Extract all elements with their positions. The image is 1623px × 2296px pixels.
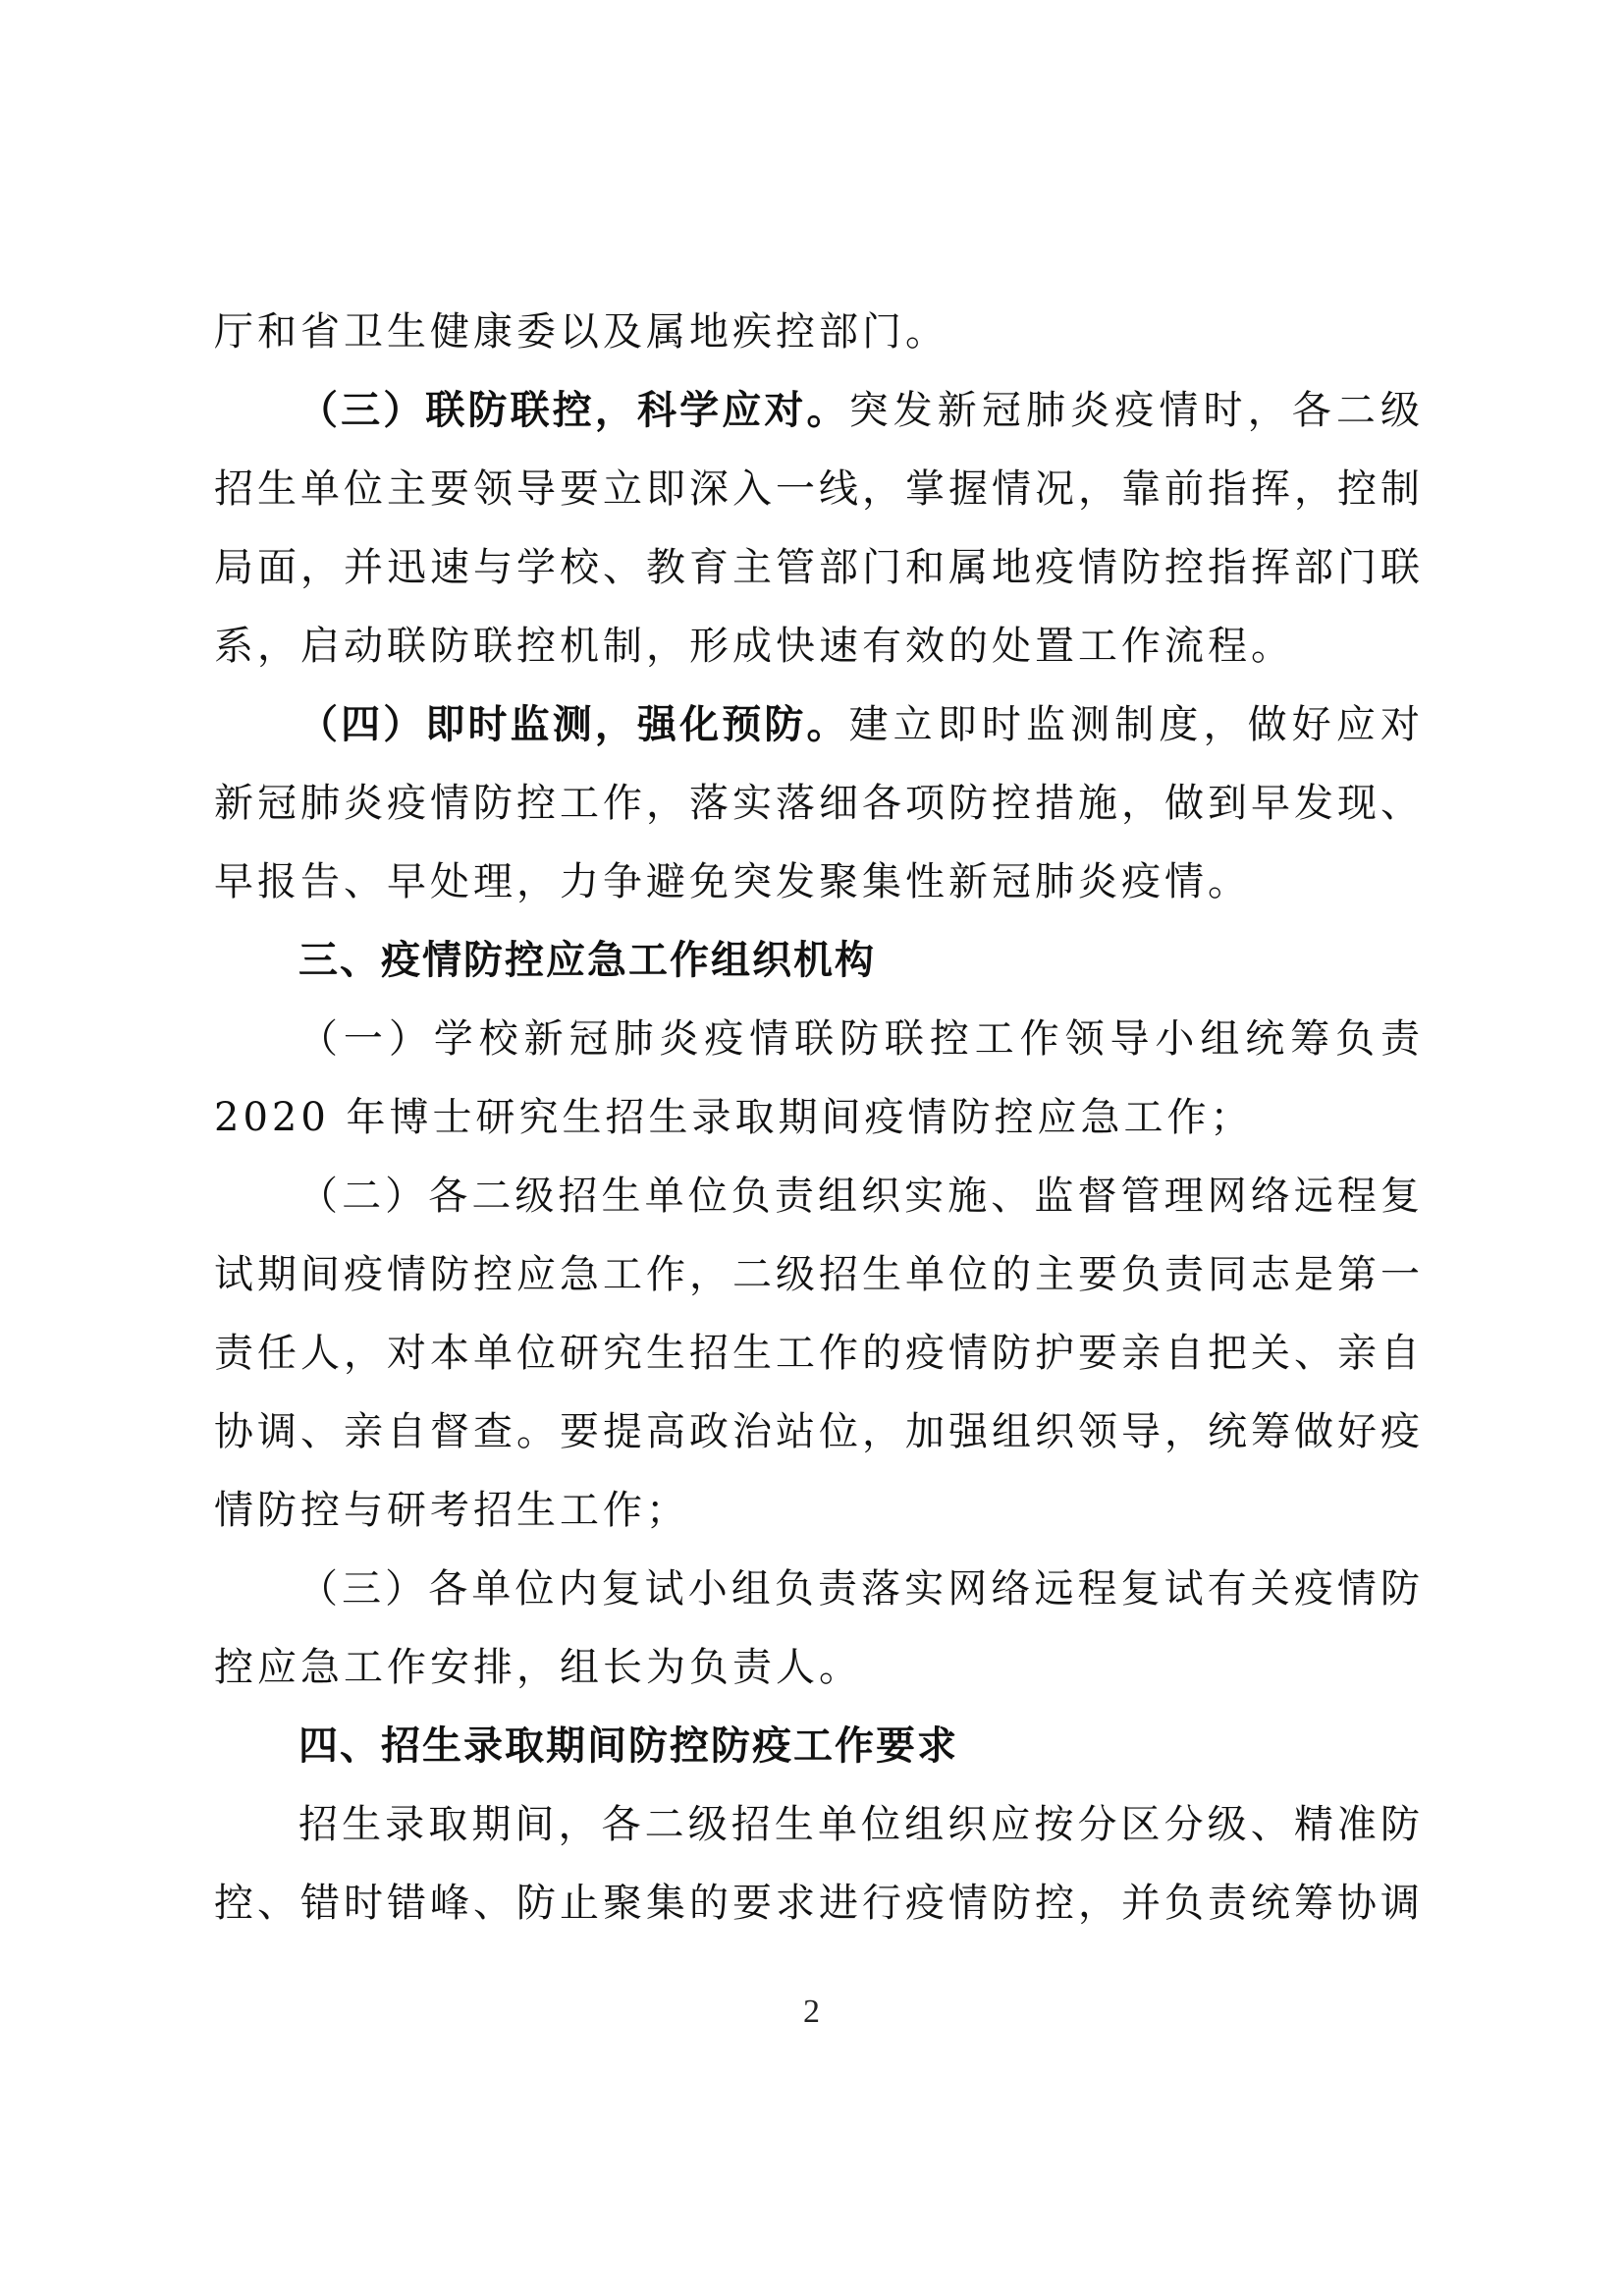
body-line: 招生录取期间，各二级招生单位组织应按分区分级、精准防 <box>298 1802 1424 1847</box>
paragraph-lead-line <box>214 371 1424 450</box>
body-line: 招生单位主要领导要立即深入一线，掌握情况，靠前指挥，控制 <box>214 466 1424 512</box>
body-line: 早报告、早处理，力争避免突发聚集性新冠肺炎疫情。 <box>214 859 1251 904</box>
bold-lead-phrase: （三）联防联控，科学应对。 <box>298 388 849 433</box>
body-text: 突发新冠肺炎疫情时，各二级 <box>848 388 1424 433</box>
paragraph-lead-line <box>214 685 1424 764</box>
body-line: 协调、亲自督查。要提高政治站位，加强组织领导，统筹做好疫 <box>214 1409 1424 1454</box>
body-line: 控、错时错峰、防止聚集的要求进行疫情防控，并负责统筹协调 <box>214 1881 1424 1926</box>
body-line: 新冠肺炎疫情防控工作，落实落细各项防控措施，做到早发现、 <box>214 781 1424 826</box>
body-line: 局面，并迅速与学校、教育主管部门和属地疫情防控指挥部门联 <box>214 545 1424 590</box>
body-line: 2020 年博士研究生招生录取期间疫情防控应急工作； <box>214 1095 1254 1140</box>
section-heading: 四、招生录取期间防控防疫工作要求 <box>298 1723 958 1769</box>
body-line: （一）学校新冠肺炎疫情联防联控工作领导小组统筹负责 <box>298 1016 1424 1062</box>
bold-lead-phrase: （四）即时监测，强化预防。 <box>298 702 849 747</box>
body-line: 控应急工作安排，组长为负责人。 <box>214 1645 862 1690</box>
section-heading: 三、疫情防控应急工作组织机构 <box>298 938 876 983</box>
body-line: 试期间疫情防控应急工作，二级招生单位的主要负责同志是第一 <box>214 1252 1424 1297</box>
document-body <box>214 293 1424 1942</box>
body-line: （三）各单位内复试小组负责落实网络远程复试有关疫情防 <box>298 1566 1424 1612</box>
page-number: 2 <box>803 1994 820 2030</box>
body-text: 建立即时监测制度，做好应对 <box>848 702 1424 747</box>
body-line: 情防控与研考招生工作； <box>214 1488 689 1533</box>
body-line: 系，启动联防联控机制，形成快速有效的处置工作流程。 <box>214 624 1294 669</box>
body-line: 责任人，对本单位研究生招生工作的疫情防护要亲自把关、亲自 <box>214 1331 1424 1376</box>
body-line: （二）各二级招生单位负责组织实施、监督管理网络远程复 <box>298 1174 1424 1219</box>
body-line: 厅和省卫生健康委以及属地疾控部门。 <box>214 309 948 355</box>
